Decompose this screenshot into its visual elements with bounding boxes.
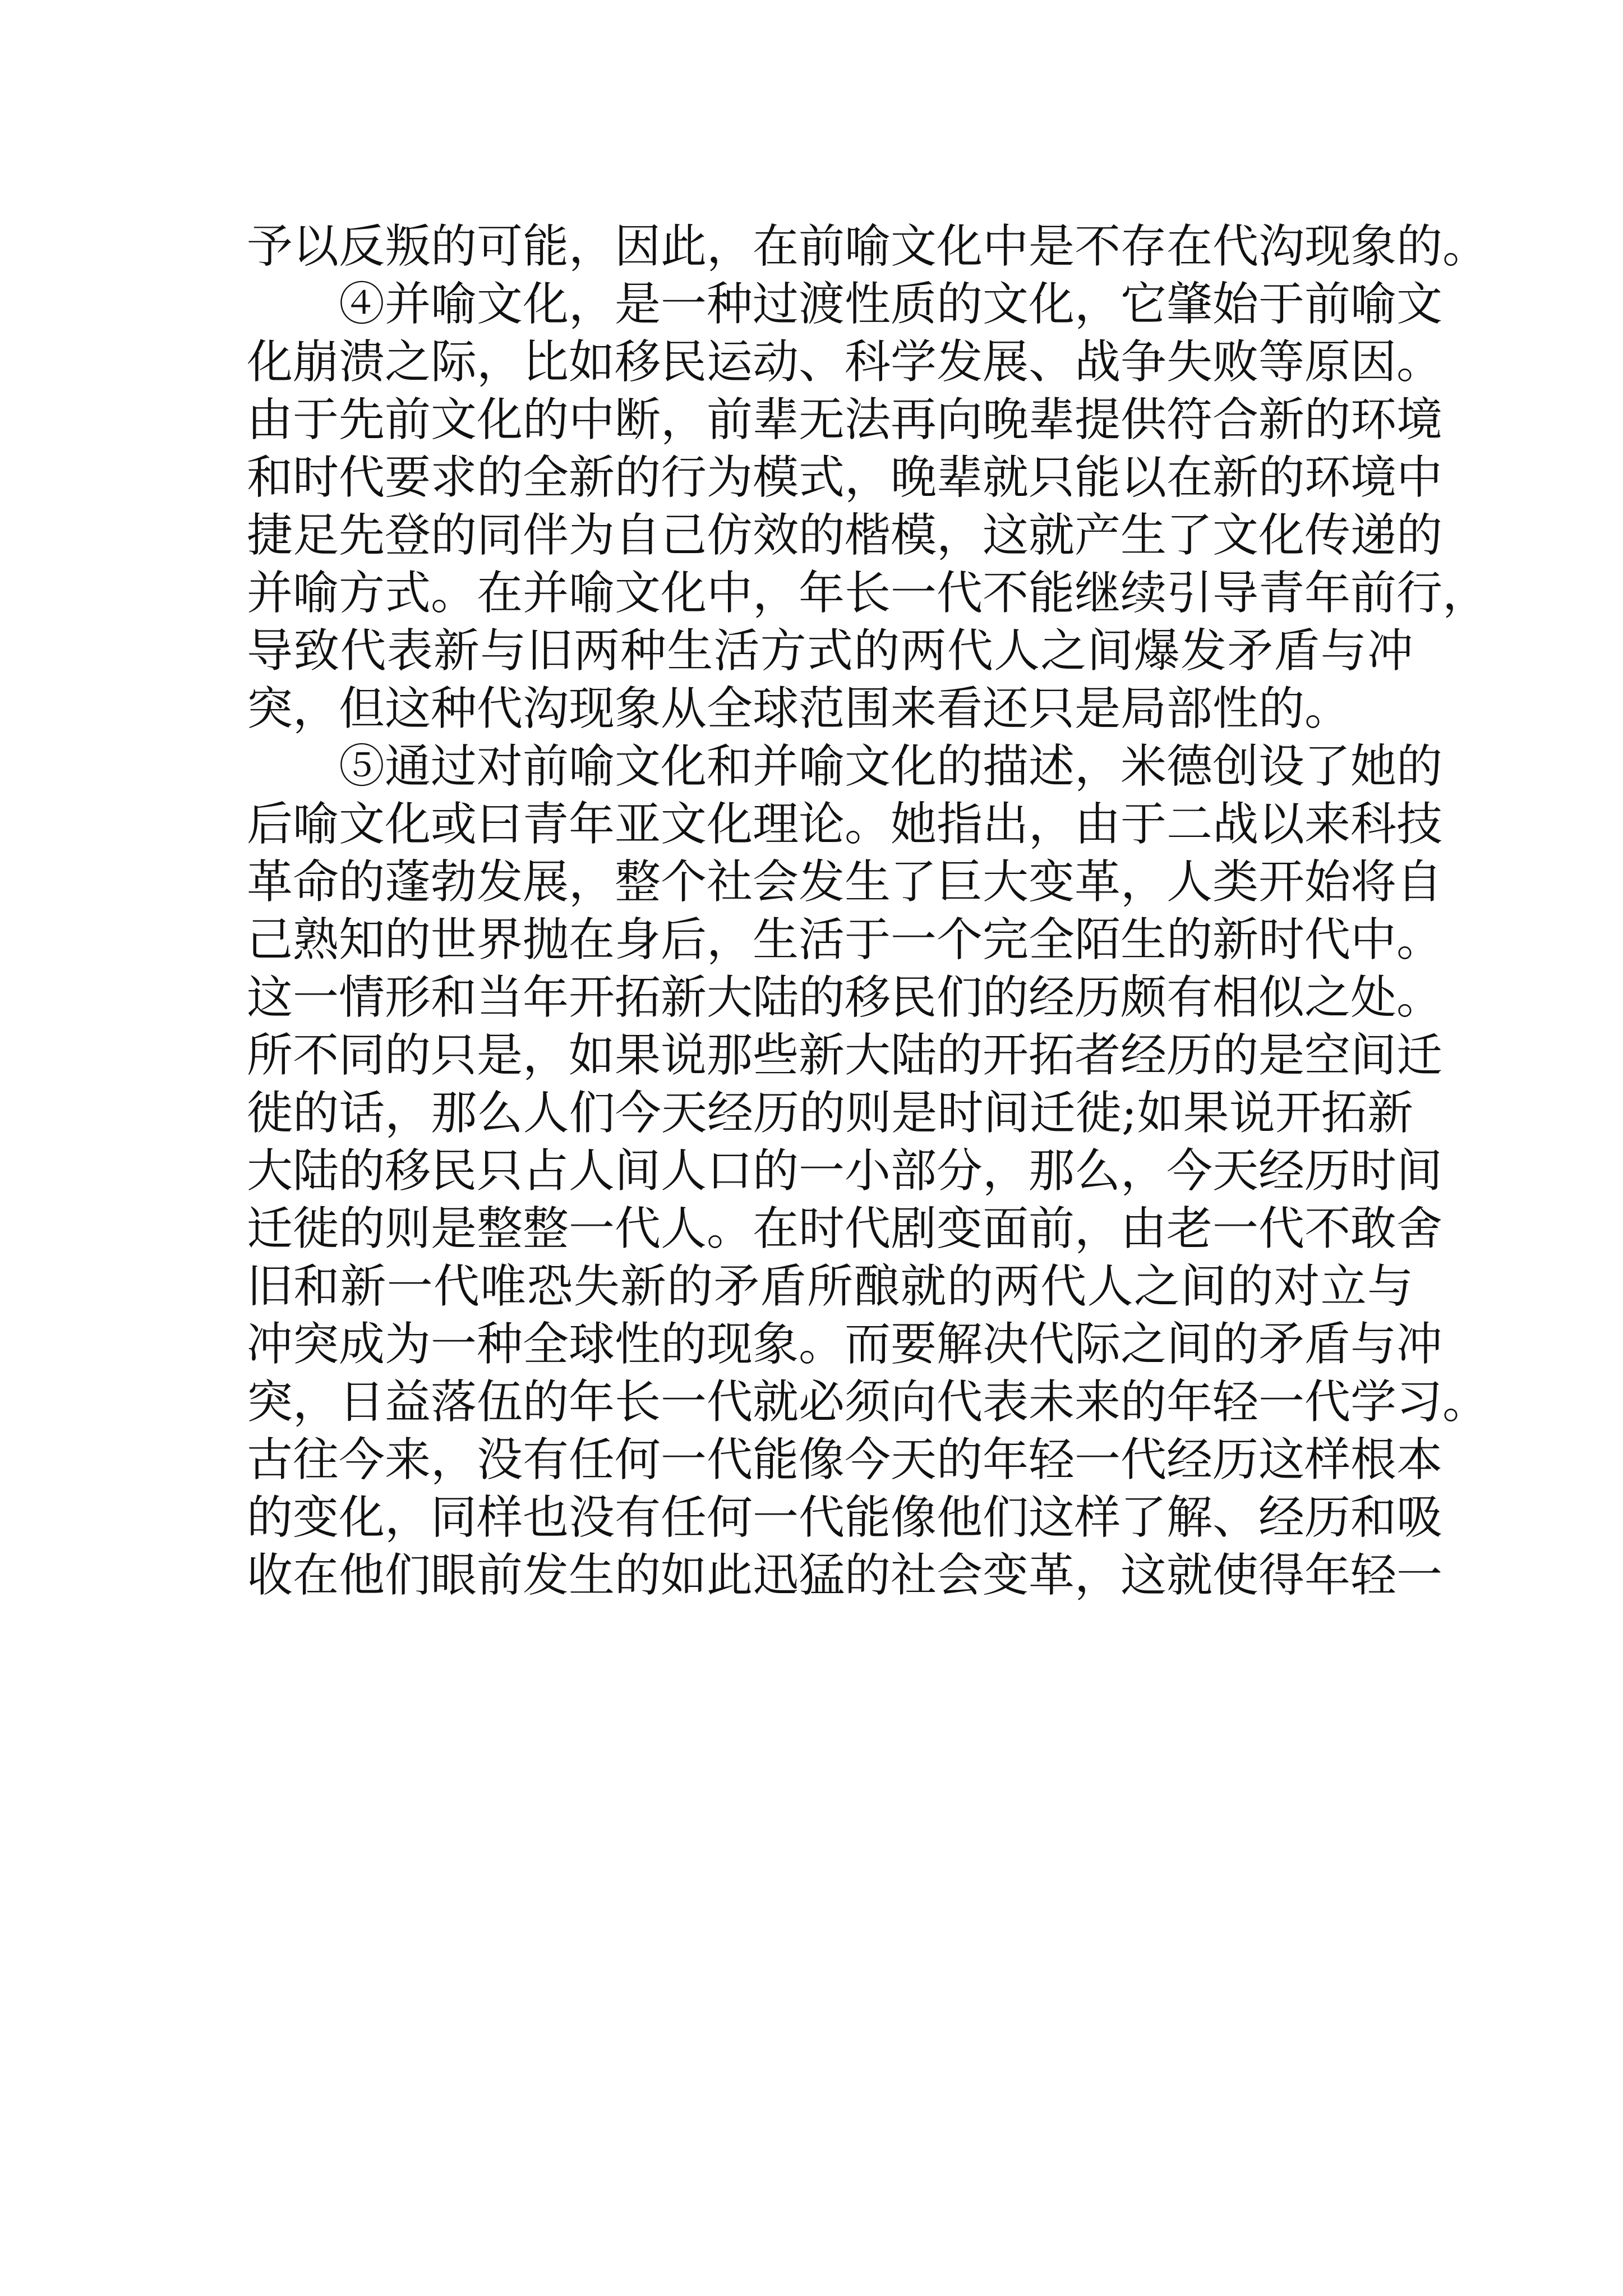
paragraph-3-line-14: 的变化，同样也没有任何一代能像他们这样了解、经历和吸	[247, 1491, 1443, 1544]
paragraph-3-line-11: 冲突成为一种全球性的现象。而要解决代际之间的矛盾与冲	[247, 1318, 1443, 1371]
paragraph-3-line-3: 革命的蓬勃发展，整个社会发生了巨大变革，人类开始将自	[247, 855, 1443, 909]
paragraph-3-line-10: 旧和新一代唯恐失新的矛盾所酿就的两代人之间的对立与	[247, 1260, 1413, 1313]
paragraph-3-line-15: 收在他们眼前发生的如此迅猛的社会变革，这就使得年轻一	[247, 1549, 1443, 1602]
paragraph-3-line-13: 古往今来，没有任何一代能像今天的年轻一代经历这样根本	[247, 1433, 1443, 1487]
paragraph-2-line-6: 并喻方式。在并喻文化中，年长一代不能继续引导青年前行，	[247, 567, 1489, 620]
paragraph-3-line-2: 后喻文化或曰青年亚文化理论。她指出，由于二战以来科技	[247, 798, 1443, 851]
paragraph-3-line-5: 这一情形和当年开拓新大陆的移民们的经历颇有相似之处。	[247, 971, 1443, 1024]
paragraph-3-line-1: ⑤通过对前喻文化和并喻文化的描述，米德创设了她的	[339, 740, 1443, 793]
paragraph-3-line-9: 迁徙的则是整整一代人。在时代剧变面前，由老一代不敢舍	[247, 1202, 1443, 1255]
paragraph-1-line-1: 予以反叛的可能，因此，在前喻文化中是不存在代沟现象的。	[247, 220, 1489, 273]
paragraph-3-line-4: 己熟知的世界抛在身后，生活于一个完全陌生的新时代中。	[247, 913, 1443, 967]
paragraph-3-line-12: 突，日益落伍的年长一代就必须向代表未来的年轻一代学习。	[247, 1375, 1489, 1429]
paragraph-3-line-8: 大陆的移民只占人间人口的一小部分，那么，今天经历时间	[247, 1144, 1443, 1198]
paragraph-2-line-4: 和时代要求的全新的行为模式，晚辈就只能以在新的环境中	[247, 451, 1443, 504]
paragraph-3-line-7: 徙的话，那么人们今天经历的则是时间迁徙;如果说开拓新	[247, 1087, 1413, 1140]
paragraph-2-line-2: 化崩溃之际，比如移民运动、科学发展、战争失败等原因。	[247, 335, 1443, 389]
paragraph-2-line-7: 导致代表新与旧两种生活方式的两代人之间爆发矛盾与冲	[247, 624, 1413, 678]
body-text	[247, 218, 1489, 1604]
paragraph-2-line-8: 突，但这种代沟现象从全球范围来看还只是局部性的。	[247, 682, 1351, 735]
paragraph-3-line-6: 所不同的只是，如果说那些新大陆的开拓者经历的是空间迁	[247, 1029, 1443, 1082]
paragraph-2-line-5: 捷足先登的同伴为自己仿效的楷模，这就产生了文化传递的	[247, 509, 1443, 562]
paragraph-2-line-3: 由于先前文化的中断，前辈无法再向晚辈提供符合新的环境	[247, 393, 1443, 447]
paragraph-2-line-1: ④并喻文化，是一种过渡性质的文化，它肇始于前喻文	[339, 278, 1443, 331]
